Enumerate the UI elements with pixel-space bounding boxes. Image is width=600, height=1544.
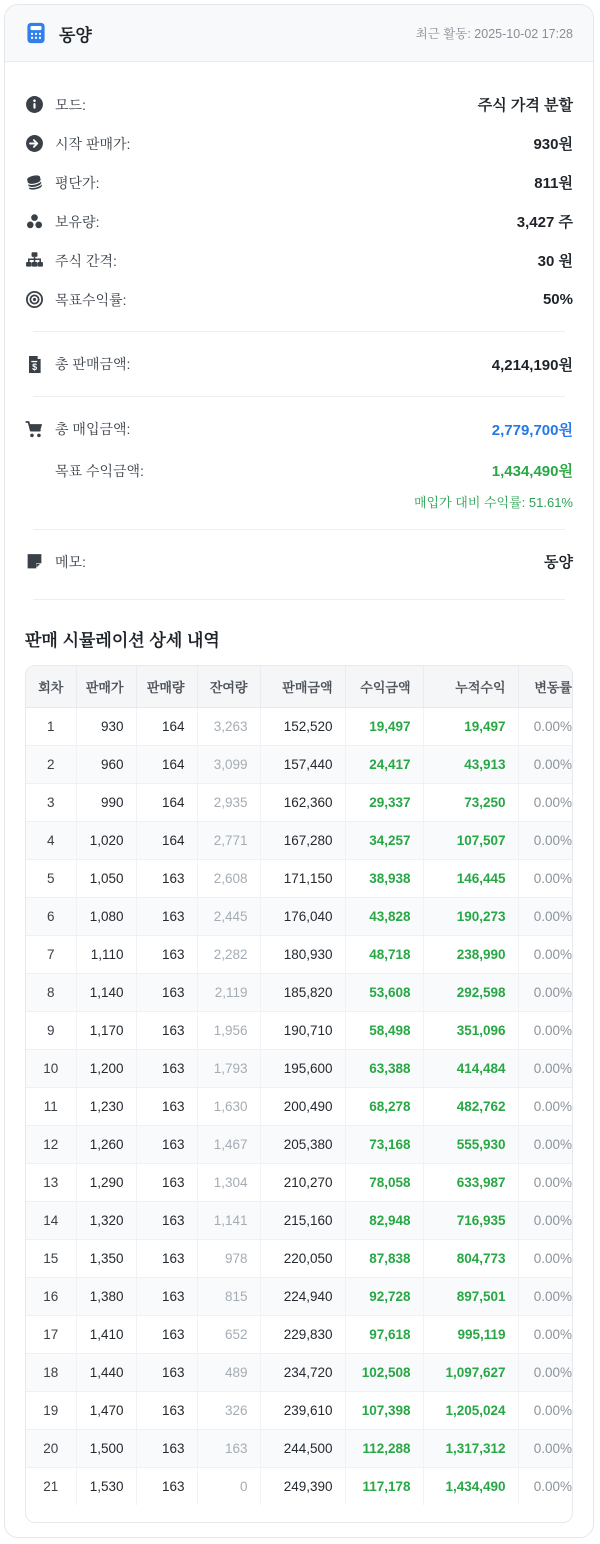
cell-cum-profit: 73,250 xyxy=(423,784,518,822)
cell-sale-qty: 163 xyxy=(136,1278,197,1316)
cell-profit: 38,938 xyxy=(345,860,423,898)
cell-round: 16 xyxy=(26,1278,76,1316)
cell-sale-amount: 249,390 xyxy=(260,1468,345,1506)
table-row xyxy=(26,1012,573,1050)
table-row xyxy=(26,860,573,898)
cell-sale-qty: 163 xyxy=(136,1468,197,1506)
cell-sale-qty: 163 xyxy=(136,1202,197,1240)
cell-remaining: 2,935 xyxy=(197,784,260,822)
table-row xyxy=(26,1050,573,1088)
cell-sale-qty: 163 xyxy=(136,1050,197,1088)
cell-remaining: 1,304 xyxy=(197,1164,260,1202)
cell-sale-amount: 185,820 xyxy=(260,974,345,1012)
cell-change-rate: 0.00% xyxy=(518,1392,573,1430)
cell-sale-amount: 195,600 xyxy=(260,1050,345,1088)
cell-profit: 73,168 xyxy=(345,1126,423,1164)
cell-sale-amount: 180,930 xyxy=(260,936,345,974)
cell-change-rate: 0.00% xyxy=(518,1240,573,1278)
info-row-mode xyxy=(25,85,573,124)
table-row xyxy=(26,1468,573,1506)
stock-simulation-card xyxy=(4,4,594,1538)
memo-section xyxy=(25,530,573,599)
cell-round: 14 xyxy=(26,1202,76,1240)
column-header-remaining: 잔여량 xyxy=(197,666,260,708)
info-value: 주식 가격 분할 xyxy=(477,97,573,114)
cell-sale-price: 1,290 xyxy=(76,1164,136,1202)
cell-remaining: 1,630 xyxy=(197,1088,260,1126)
cell-sale-amount: 234,720 xyxy=(260,1354,345,1392)
cell-sale-amount: 224,940 xyxy=(260,1278,345,1316)
last-activity-timestamp: 최근 활동: 2025-10-02 17:28 xyxy=(415,27,573,41)
cell-round: 4 xyxy=(26,822,76,860)
table-row xyxy=(26,1392,573,1430)
cell-sale-amount: 176,040 xyxy=(260,898,345,936)
cell-sale-amount: 244,500 xyxy=(260,1430,345,1468)
cell-round: 21 xyxy=(26,1468,76,1506)
cell-change-rate: 0.00% xyxy=(518,898,573,936)
cell-remaining: 2,771 xyxy=(197,822,260,860)
cell-profit: 78,058 xyxy=(345,1164,423,1202)
empty-footer-cell xyxy=(26,1505,573,1522)
table-row xyxy=(26,784,573,822)
cell-cum-profit: 633,987 xyxy=(423,1164,518,1202)
cell-remaining: 1,467 xyxy=(197,1126,260,1164)
cell-sale-qty: 163 xyxy=(136,1354,197,1392)
cell-profit: 43,828 xyxy=(345,898,423,936)
cell-profit: 112,288 xyxy=(345,1430,423,1468)
cell-cum-profit: 146,445 xyxy=(423,860,518,898)
cell-sale-qty: 163 xyxy=(136,1126,197,1164)
cell-sale-price: 1,530 xyxy=(76,1468,136,1506)
cell-change-rate: 0.00% xyxy=(518,1050,573,1088)
page-title: 동양 xyxy=(59,25,92,45)
cell-sale-price: 1,320 xyxy=(76,1202,136,1240)
cell-round: 7 xyxy=(26,936,76,974)
info-label: 평단가: xyxy=(55,174,100,191)
info-row-step xyxy=(25,241,573,280)
column-header-round: 회차 xyxy=(26,666,76,708)
target-profit-label: 목표 수익금액: xyxy=(55,462,144,479)
cell-remaining: 326 xyxy=(197,1392,260,1430)
icon-spacer xyxy=(25,461,44,480)
cell-sale-qty: 163 xyxy=(136,974,197,1012)
cell-cum-profit: 555,930 xyxy=(423,1126,518,1164)
table-row xyxy=(26,1278,573,1316)
cell-sale-amount: 220,050 xyxy=(260,1240,345,1278)
cell-cum-profit: 1,434,490 xyxy=(423,1468,518,1506)
cell-profit: 24,417 xyxy=(345,746,423,784)
cell-remaining: 1,793 xyxy=(197,1050,260,1088)
total-sale-section xyxy=(25,332,573,396)
cell-sale-qty: 163 xyxy=(136,1316,197,1354)
column-header-cum-profit: 누적수익 xyxy=(423,666,518,708)
cell-sale-price: 1,470 xyxy=(76,1392,136,1430)
bullseye-icon xyxy=(25,290,44,309)
section-divider xyxy=(33,599,565,600)
cell-sale-amount: 239,610 xyxy=(260,1392,345,1430)
cell-remaining: 815 xyxy=(197,1278,260,1316)
column-header-profit: 수익금액 xyxy=(345,666,423,708)
cell-change-rate: 0.00% xyxy=(518,784,573,822)
cell-change-rate: 0.00% xyxy=(518,1126,573,1164)
cell-profit: 92,728 xyxy=(345,1278,423,1316)
table-row xyxy=(26,746,573,784)
cell-profit: 53,608 xyxy=(345,974,423,1012)
cell-round: 8 xyxy=(26,974,76,1012)
total-sale-row xyxy=(25,342,573,386)
cell-sale-price: 1,440 xyxy=(76,1354,136,1392)
cell-sale-price: 1,020 xyxy=(76,822,136,860)
file-invoice-dollar-icon xyxy=(25,355,44,374)
cell-sale-price: 1,260 xyxy=(76,1126,136,1164)
arrow-circle-right-icon xyxy=(25,134,44,153)
cell-sale-qty: 163 xyxy=(136,1164,197,1202)
cell-round: 10 xyxy=(26,1050,76,1088)
cell-remaining: 1,141 xyxy=(197,1202,260,1240)
cell-change-rate: 0.00% xyxy=(518,1088,573,1126)
info-value: 50% xyxy=(542,291,573,308)
cell-change-rate: 0.00% xyxy=(518,1316,573,1354)
table-row xyxy=(26,1088,573,1126)
target-profit-row xyxy=(25,451,573,490)
cell-sale-price: 990 xyxy=(76,784,136,822)
total-purchase-row xyxy=(25,407,573,451)
cell-round: 5 xyxy=(26,860,76,898)
coins-icon xyxy=(25,173,44,192)
profit-rate-note: 매입가 대비 수익률: 51.61% xyxy=(413,495,573,510)
cell-round: 6 xyxy=(26,898,76,936)
cell-remaining: 3,263 xyxy=(197,708,260,746)
cell-profit: 97,618 xyxy=(345,1316,423,1354)
cell-sale-price: 1,200 xyxy=(76,1050,136,1088)
cell-change-rate: 0.00% xyxy=(518,936,573,974)
info-row-holdings xyxy=(25,202,573,241)
cell-sale-price: 1,230 xyxy=(76,1088,136,1126)
table-row xyxy=(26,822,573,860)
table-row xyxy=(26,936,573,974)
cell-remaining: 2,608 xyxy=(197,860,260,898)
cell-sale-amount: 157,440 xyxy=(260,746,345,784)
cell-profit: 63,388 xyxy=(345,1050,423,1088)
cell-round: 13 xyxy=(26,1164,76,1202)
cell-cum-profit: 1,205,024 xyxy=(423,1392,518,1430)
info-label: 모드: xyxy=(55,96,86,113)
cell-sale-qty: 163 xyxy=(136,1430,197,1468)
cell-profit: 19,497 xyxy=(345,708,423,746)
table-row xyxy=(26,898,573,936)
column-header-sale-price: 판매가 xyxy=(76,666,136,708)
cell-sale-amount: 167,280 xyxy=(260,822,345,860)
cell-round: 19 xyxy=(26,1392,76,1430)
cell-sale-amount: 215,160 xyxy=(260,1202,345,1240)
cell-sale-qty: 163 xyxy=(136,936,197,974)
cell-sale-qty: 163 xyxy=(136,1240,197,1278)
info-label: 주식 간격: xyxy=(55,252,117,269)
cell-sale-price: 1,380 xyxy=(76,1278,136,1316)
cell-change-rate: 0.00% xyxy=(518,1278,573,1316)
info-circle-icon xyxy=(25,95,44,114)
cell-change-rate: 0.00% xyxy=(518,1354,573,1392)
cell-change-rate: 0.00% xyxy=(518,860,573,898)
cell-cum-profit: 897,501 xyxy=(423,1278,518,1316)
info-value: 30 원 xyxy=(537,253,573,270)
info-value: 930원 xyxy=(533,136,573,153)
cell-cum-profit: 414,484 xyxy=(423,1050,518,1088)
table-row xyxy=(26,1354,573,1392)
cell-change-rate: 0.00% xyxy=(518,822,573,860)
cell-profit: 34,257 xyxy=(345,822,423,860)
cell-sale-price: 930 xyxy=(76,708,136,746)
cell-sale-price: 960 xyxy=(76,746,136,784)
cell-sale-amount: 190,710 xyxy=(260,1012,345,1050)
cell-sale-amount: 210,270 xyxy=(260,1164,345,1202)
cell-sale-qty: 164 xyxy=(136,822,197,860)
cell-remaining: 652 xyxy=(197,1316,260,1354)
cell-change-rate: 0.00% xyxy=(518,1202,573,1240)
cell-sale-amount: 200,490 xyxy=(260,1088,345,1126)
info-value: 3,427 주 xyxy=(516,214,573,231)
cell-remaining: 978 xyxy=(197,1240,260,1278)
info-label: 목표수익률: xyxy=(55,291,127,308)
cell-sale-qty: 164 xyxy=(136,708,197,746)
info-row-target-rate xyxy=(25,280,573,319)
cell-sale-qty: 164 xyxy=(136,784,197,822)
svg-text:$: $ xyxy=(32,361,38,372)
cell-profit: 68,278 xyxy=(345,1088,423,1126)
cell-sale-price: 1,350 xyxy=(76,1240,136,1278)
note-icon xyxy=(25,552,44,571)
table-row xyxy=(26,1316,573,1354)
cell-profit: 58,498 xyxy=(345,1012,423,1050)
memo-row xyxy=(25,542,573,581)
info-row-avg-price xyxy=(25,163,573,202)
table-row xyxy=(26,1126,573,1164)
purchase-section xyxy=(25,397,573,529)
cell-round: 9 xyxy=(26,1012,76,1050)
cell-sale-price: 1,140 xyxy=(76,974,136,1012)
total-sale-value: 4,214,190원 xyxy=(491,356,573,374)
column-header-sale-amount: 판매금액 xyxy=(260,666,345,708)
info-row-start-price xyxy=(25,124,573,163)
target-profit-value: 1,434,490원 xyxy=(491,463,573,480)
cell-change-rate: 0.00% xyxy=(518,708,573,746)
calculator-icon xyxy=(25,22,47,44)
table-row xyxy=(26,974,573,1012)
cell-sale-qty: 163 xyxy=(136,1088,197,1126)
card-header xyxy=(5,5,593,62)
memo-value: 동양 xyxy=(544,554,573,571)
simulation-table xyxy=(25,665,573,1523)
total-sale-label: 총 판매금액: xyxy=(55,356,131,372)
cell-remaining: 3,099 xyxy=(197,746,260,784)
cell-sale-amount: 205,380 xyxy=(260,1126,345,1164)
cell-round: 3 xyxy=(26,784,76,822)
cell-cum-profit: 190,273 xyxy=(423,898,518,936)
cell-remaining: 489 xyxy=(197,1354,260,1392)
sim-table-body xyxy=(26,708,573,1506)
circles-icon xyxy=(25,212,44,231)
cell-round: 20 xyxy=(26,1430,76,1468)
cell-cum-profit: 238,990 xyxy=(423,936,518,974)
cell-sale-price: 1,500 xyxy=(76,1430,136,1468)
info-section xyxy=(25,62,573,331)
cell-sale-amount: 162,360 xyxy=(260,784,345,822)
table-row xyxy=(26,1164,573,1202)
cell-sale-price: 1,170 xyxy=(76,1012,136,1050)
column-header-sale-qty: 판매량 xyxy=(136,666,197,708)
cell-sale-price: 1,110 xyxy=(76,936,136,974)
cell-round: 2 xyxy=(26,746,76,784)
cell-sale-price: 1,410 xyxy=(76,1316,136,1354)
cell-profit: 87,838 xyxy=(345,1240,423,1278)
cell-sale-price: 1,080 xyxy=(76,898,136,936)
table-row xyxy=(26,1202,573,1240)
cell-cum-profit: 995,119 xyxy=(423,1316,518,1354)
cell-cum-profit: 19,497 xyxy=(423,708,518,746)
cell-change-rate: 0.00% xyxy=(518,1430,573,1468)
cell-change-rate: 0.00% xyxy=(518,746,573,784)
sitemap-icon xyxy=(25,251,44,270)
cell-round: 17 xyxy=(26,1316,76,1354)
cell-cum-profit: 1,317,312 xyxy=(423,1430,518,1468)
cell-change-rate: 0.00% xyxy=(518,1468,573,1506)
cell-remaining: 2,282 xyxy=(197,936,260,974)
column-header-change-rate: 변동률 xyxy=(518,666,573,708)
cell-profit: 102,508 xyxy=(345,1354,423,1392)
cell-sale-qty: 163 xyxy=(136,1012,197,1050)
cell-profit: 117,178 xyxy=(345,1468,423,1506)
table-row xyxy=(26,1430,573,1468)
cell-cum-profit: 107,507 xyxy=(423,822,518,860)
table-row xyxy=(26,708,573,746)
cell-sale-qty: 163 xyxy=(136,898,197,936)
cell-remaining: 163 xyxy=(197,1430,260,1468)
cell-sale-amount: 152,520 xyxy=(260,708,345,746)
cell-sale-qty: 164 xyxy=(136,746,197,784)
cell-profit: 82,948 xyxy=(345,1202,423,1240)
cell-profit: 107,398 xyxy=(345,1392,423,1430)
cell-sale-qty: 163 xyxy=(136,1392,197,1430)
cell-sale-price: 1,050 xyxy=(76,860,136,898)
memo-label: 메모: xyxy=(55,553,86,570)
info-label: 보유량: xyxy=(55,213,100,230)
cell-sale-amount: 229,830 xyxy=(260,1316,345,1354)
cell-cum-profit: 292,598 xyxy=(423,974,518,1012)
cell-round: 15 xyxy=(26,1240,76,1278)
info-value: 811원 xyxy=(534,175,573,192)
cell-change-rate: 0.00% xyxy=(518,1164,573,1202)
cell-profit: 29,337 xyxy=(345,784,423,822)
info-label: 시작 판매가: xyxy=(55,135,131,152)
cell-remaining: 1,956 xyxy=(197,1012,260,1050)
cell-round: 12 xyxy=(26,1126,76,1164)
cell-remaining: 0 xyxy=(197,1468,260,1506)
table-row xyxy=(26,1240,573,1278)
cart-icon xyxy=(25,420,44,439)
total-purchase-label: 총 매입금액: xyxy=(55,421,131,437)
cell-cum-profit: 43,913 xyxy=(423,746,518,784)
cell-remaining: 2,119 xyxy=(197,974,260,1012)
simulation-table-title: 판매 시뮬레이션 상세 내역 xyxy=(25,631,220,650)
cell-remaining: 2,445 xyxy=(197,898,260,936)
cell-change-rate: 0.00% xyxy=(518,1012,573,1050)
table-header-row xyxy=(26,666,573,708)
cell-change-rate: 0.00% xyxy=(518,974,573,1012)
cell-sale-amount: 171,150 xyxy=(260,860,345,898)
cell-profit: 48,718 xyxy=(345,936,423,974)
cell-round: 1 xyxy=(46,719,55,734)
total-purchase-value: 2,779,700원 xyxy=(491,421,573,439)
cell-cum-profit: 1,097,627 xyxy=(423,1354,518,1392)
cell-cum-profit: 716,935 xyxy=(423,1202,518,1240)
cell-cum-profit: 482,762 xyxy=(423,1088,518,1126)
cell-cum-profit: 351,096 xyxy=(423,1012,518,1050)
cell-round: 18 xyxy=(26,1354,76,1392)
table-footer-row xyxy=(26,1505,573,1522)
cell-sale-qty: 163 xyxy=(136,860,197,898)
cell-round: 11 xyxy=(26,1088,76,1126)
cell-cum-profit: 804,773 xyxy=(423,1240,518,1278)
